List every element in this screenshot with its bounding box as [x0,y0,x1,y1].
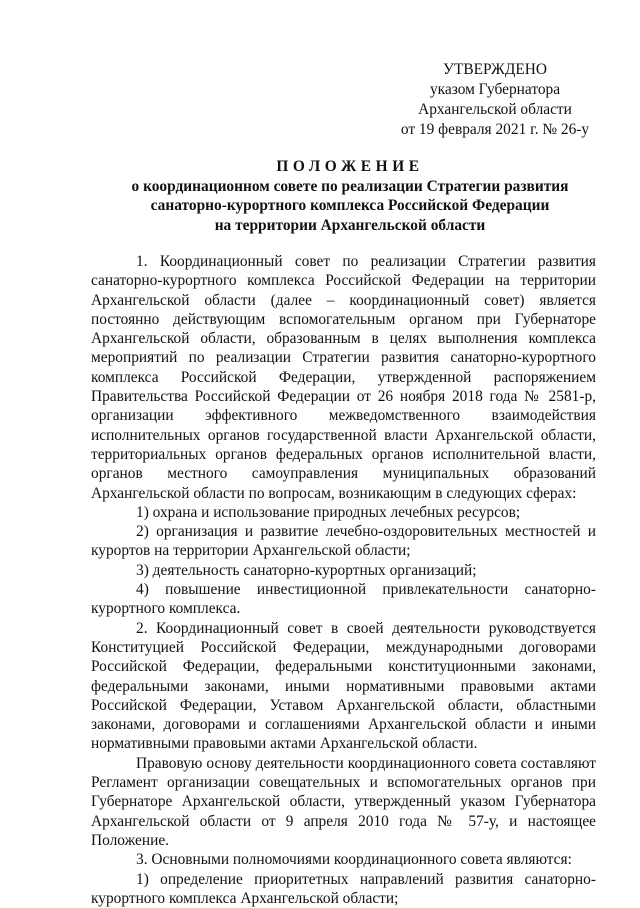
paragraph-3: 3. Основными полномочиями координационного совета являются: [91,850,596,869]
paragraph-item-1: 1) охрана и использование природных лечебных ресурсов; [91,503,596,522]
document-title [90,157,610,235]
document-body [91,252,596,908]
approval-authority: указом Губернатора [380,80,610,100]
paragraph-item-3: 3) деятельность санаторно-курортных организаций; [91,561,596,580]
title-line-3: на территории Архангельской области [90,216,610,236]
title-line-2: санаторно-курортного комплекса Российской Федерации [90,196,610,216]
approval-region: Архангельской области [380,100,610,120]
title-main: ПОЛОЖЕНИЕ [90,157,610,177]
title-line-1: о координационном совете по реализации Стратегии развития [90,177,610,197]
paragraph-1: 1. Координационный совет по реализации Стратегии развития санаторно-курортного комплекса Российской Федерации на территории Архангельской области (далее – координационный совет) является постоянно действующим вспомогательным органом при Губернаторе Архангельской области, образованным в целях выполнения комплекса мероприятий по реализации Стратегии развития санаторно-курортного комплекса Российской Федерации, утвержденной распоряжением Правительства Российской Федерации от 26 ноября 2018 года № 2581-р, организации эффективного межведомственного взаимодействия исполнительных органов государственной власти Архангельской области, территориальных органов федеральных органов исполнительной власти, органов местного самоуправления муниципальных образований Архангельской области по вопросам, возникающим в следующих сферах: [91,252,596,503]
paragraph-item-2: 2) организация и развитие лечебно-оздоровительных местностей и курортов на территории Архангельской области; [91,522,596,561]
paragraph-2: 2. Координационный совет в своей деятельности руководствуется Конституцией Российской Федерации, международными договорами Российской Федерации, федеральными конституционными законами, федеральными законами, иными нормативными правовыми актами Российской Федерации, Уставом Архангельской области, областными законами, договорами и соглашениями Архангельской области и иными нормативными правовыми актами Архангельской области. [91,619,596,754]
paragraph-item-4: 4) повышение инвестиционной привлекательности санаторно-курортного комплекса. [91,580,596,619]
approval-date-number: от 19 февраля 2021 г. № 26-у [380,120,610,140]
approval-status: УТВЕРЖДЕНО [380,60,610,80]
paragraph-legal-basis: Правовую основу деятельности координационного совета составляют Регламент организации совещательных и вспомогательных органов при Губернаторе Архангельской области, утвержденный указом Губернатора Архангельской области от 9 апреля 2010 года № 57-у, и настоящее Положение. [91,754,596,850]
paragraph-3-item-1: 1) определение приоритетных направлений развития санаторно-курортного комплекса Архангельской области; [91,870,596,908]
approval-stamp [380,60,610,140]
